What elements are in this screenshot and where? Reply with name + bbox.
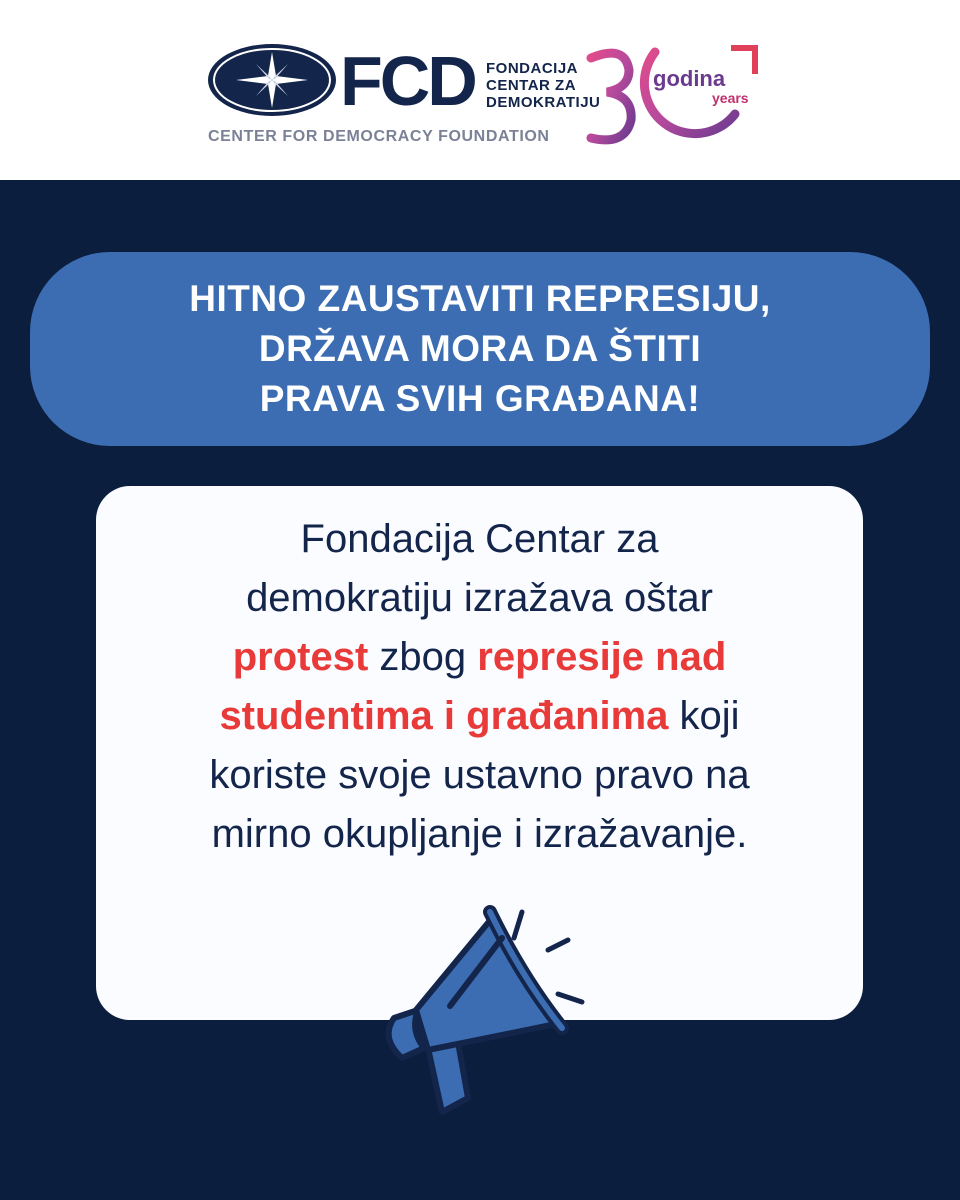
- statement-text: [96, 510, 863, 864]
- header-banner: [0, 0, 960, 180]
- logo-english-name: CENTER FOR DEMOCRACY FOUNDATION: [208, 128, 550, 145]
- anniversary-label-local: godina: [653, 66, 726, 91]
- logo-full-line: CENTAR ZA: [486, 77, 577, 94]
- statement-line: koriste svoje ustavno pravo na: [209, 753, 750, 797]
- highlight-protest: protest: [232, 635, 369, 679]
- anniversary-label-english: years: [712, 90, 749, 106]
- logo-full-line: FONDACIJA: [486, 60, 579, 77]
- logo-abbreviation: FCD: [340, 42, 475, 120]
- highlight-citizens: studentima i građanima: [219, 694, 669, 738]
- statement-line: mirno okupljanje i izražavanje.: [211, 812, 748, 856]
- statement-line: demokratiju izražava oštar: [246, 576, 713, 620]
- statement-line: Fondacija Centar za: [300, 517, 659, 561]
- statement-fragment: koji: [668, 694, 740, 738]
- statement-line: [96, 687, 863, 746]
- logo-full-name: [486, 60, 600, 111]
- headline-line: HITNO ZAUSTAVITI REPRESIJU,: [189, 278, 771, 319]
- megaphone-icon: [372, 898, 590, 1130]
- logo-full-line: DEMOKRATIJU: [486, 94, 601, 111]
- statement-line: [96, 628, 863, 687]
- statement-fragment: zbog: [368, 635, 478, 679]
- headline-pill: [30, 252, 930, 446]
- compass-star-icon: [206, 42, 338, 118]
- highlight-repression: represije nad: [477, 635, 727, 679]
- headline-line: PRAVA SVIH GRAĐANA!: [259, 378, 701, 419]
- headline-line: DRŽAVA MORA DA ŠTITI: [258, 328, 702, 369]
